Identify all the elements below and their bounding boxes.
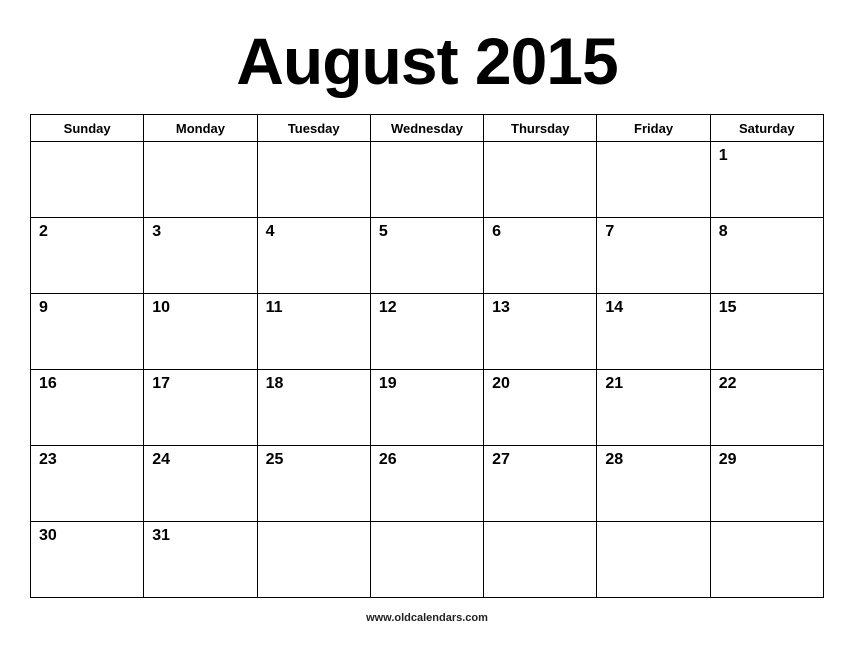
day-number: 23 xyxy=(39,451,57,468)
weekday-header-friday: Friday xyxy=(597,115,710,142)
day-number: 25 xyxy=(265,451,284,468)
day-number: 6 xyxy=(492,223,502,240)
calendar-day-cell[interactable] xyxy=(484,218,597,294)
weekday-header-monday: Monday xyxy=(144,115,257,142)
day-number: 17 xyxy=(152,375,171,392)
calendar-day-cell[interactable] xyxy=(31,446,144,522)
calendar-day-cell[interactable] xyxy=(144,522,257,598)
calendar-day-cell[interactable] xyxy=(370,446,483,522)
calendar-day-cell[interactable] xyxy=(144,370,257,446)
calendar-day-cell[interactable] xyxy=(597,142,710,218)
day-number: 13 xyxy=(492,299,510,316)
day-number: 9 xyxy=(39,299,48,316)
calendar-week-row xyxy=(31,142,824,218)
weekday-header-saturday: Saturday xyxy=(710,115,823,142)
calendar-day-cell[interactable] xyxy=(257,446,370,522)
calendar-day-cell[interactable] xyxy=(597,370,710,446)
calendar-day-cell[interactable] xyxy=(144,294,257,370)
calendar-day-cell[interactable] xyxy=(597,522,710,598)
calendar-week-row xyxy=(31,218,824,294)
day-number: 14 xyxy=(605,299,624,316)
day-number: 7 xyxy=(605,223,615,240)
day-number: 29 xyxy=(718,451,737,468)
page-title: August 2015 xyxy=(236,24,618,98)
calendar-body xyxy=(31,142,824,598)
calendar-week-row xyxy=(31,370,824,446)
day-number: 26 xyxy=(378,451,397,468)
calendar-day-cell[interactable] xyxy=(484,142,597,218)
day-number xyxy=(597,142,709,148)
day-number: 20 xyxy=(492,375,510,392)
calendar-day-cell[interactable] xyxy=(710,522,823,598)
day-number xyxy=(31,142,143,148)
calendar-week-row xyxy=(31,294,824,370)
weekday-header-wednesday: Wednesday xyxy=(370,115,483,142)
calendar-day-cell[interactable] xyxy=(370,294,483,370)
calendar-day-cell[interactable] xyxy=(484,370,597,446)
calendar-day-cell[interactable] xyxy=(257,370,370,446)
calendar-day-cell[interactable] xyxy=(597,218,710,294)
calendar-day-cell[interactable] xyxy=(257,142,370,218)
calendar-day-cell[interactable] xyxy=(710,370,823,446)
calendar-day-cell[interactable] xyxy=(597,294,710,370)
day-number: 8 xyxy=(718,223,728,240)
calendar-day-cell[interactable] xyxy=(144,218,257,294)
calendar-day-cell[interactable] xyxy=(370,218,483,294)
calendar-day-cell[interactable] xyxy=(31,522,144,598)
day-number: 3 xyxy=(152,223,162,240)
calendar-day-cell[interactable] xyxy=(484,522,597,598)
day-number: 24 xyxy=(152,451,171,468)
day-number xyxy=(258,142,370,148)
calendar-day-cell[interactable] xyxy=(370,370,483,446)
calendar-day-cell[interactable] xyxy=(257,522,370,598)
day-number: 15 xyxy=(718,299,737,316)
day-number xyxy=(711,522,823,528)
day-number: 16 xyxy=(39,375,57,392)
calendar-day-cell[interactable] xyxy=(31,294,144,370)
day-number xyxy=(371,522,483,528)
calendar-day-cell[interactable] xyxy=(144,142,257,218)
day-number: 12 xyxy=(378,299,397,316)
calendar-container xyxy=(0,114,854,598)
calendar-header-row xyxy=(31,115,824,142)
calendar-day-cell[interactable] xyxy=(597,446,710,522)
day-number: 27 xyxy=(492,451,510,468)
calendar-day-cell[interactable] xyxy=(710,142,823,218)
day-number: 30 xyxy=(39,527,57,544)
day-number: 21 xyxy=(605,375,624,392)
calendar-day-cell[interactable] xyxy=(257,218,370,294)
calendar-day-cell[interactable] xyxy=(370,522,483,598)
day-number xyxy=(484,522,596,528)
calendar-week-row xyxy=(31,446,824,522)
calendar-day-cell[interactable] xyxy=(484,294,597,370)
day-number xyxy=(597,522,709,528)
day-number: 18 xyxy=(265,375,284,392)
day-number: 31 xyxy=(152,527,171,544)
day-number xyxy=(371,142,483,148)
day-number: 19 xyxy=(378,375,397,392)
day-number: 11 xyxy=(265,299,283,316)
day-number: 1 xyxy=(718,147,728,164)
calendar-day-cell[interactable] xyxy=(484,446,597,522)
calendar-day-cell[interactable] xyxy=(370,142,483,218)
calendar-day-cell[interactable] xyxy=(31,218,144,294)
source-credit: www.oldcalendars.com xyxy=(366,612,488,624)
day-number: 4 xyxy=(265,223,275,240)
weekday-header-sunday: Sunday xyxy=(31,115,144,142)
calendar-table xyxy=(30,114,824,598)
day-number: 28 xyxy=(605,451,624,468)
day-number: 22 xyxy=(718,375,737,392)
calendar-day-cell[interactable] xyxy=(31,142,144,218)
day-number: 5 xyxy=(378,223,388,240)
calendar-week-row xyxy=(31,522,824,598)
calendar-day-cell[interactable] xyxy=(257,294,370,370)
day-number: 2 xyxy=(39,223,48,240)
day-number: 10 xyxy=(152,299,171,316)
weekday-header-thursday: Thursday xyxy=(484,115,597,142)
calendar-day-cell[interactable] xyxy=(710,446,823,522)
day-number xyxy=(484,142,596,148)
day-number xyxy=(144,142,256,148)
calendar-day-cell[interactable] xyxy=(710,218,823,294)
day-number xyxy=(258,522,370,528)
calendar-day-cell[interactable] xyxy=(31,370,144,446)
calendar-day-cell[interactable] xyxy=(144,446,257,522)
weekday-header-tuesday: Tuesday xyxy=(257,115,370,142)
calendar-day-cell[interactable] xyxy=(710,294,823,370)
